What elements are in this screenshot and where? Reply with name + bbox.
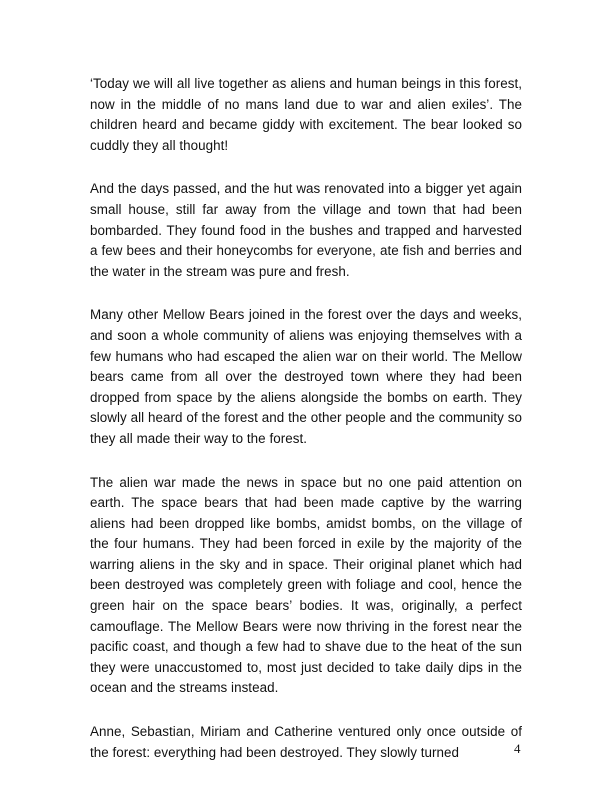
paragraph: Anne, Sebastian, Miriam and Catherine ventured only once outside of the forest: everything had been destroyed. They slowly turned xyxy=(90,724,522,760)
paragraph: And the days passed, and the hut was renovated into a bigger yet again small house, still far away from the village and town that had been bombarded. They found food in the bushes and trapped and harvested a few bees and their honeycombs for everyone, ate fish and berries and the water in the stream was pure and fresh. xyxy=(90,181,522,279)
paragraph: Many other Mellow Bears joined in the forest over the days and weeks, and soon a whole community of aliens was enjoying themselves with a few humans who had escaped the alien war on their world. The Mellow bears came from all over the destroyed town where they had been dropped from space by the aliens alongside the bombs on earth. They slowly all heard of the forest and the other people and the community so they all made their way to the forest. xyxy=(90,307,522,446)
paragraph: ‘Today we will all live together as aliens and human beings in this forest, now in the middle of no mans land due to war and alien exiles’. The children heard and became giddy with excitement. The bear looked so cuddly they all thought! xyxy=(90,76,522,153)
paragraph: The alien war made the news in space but no one paid attention on earth. The space bears that had been made captive by the warring aliens had been dropped like bombs, amidst bombs, on the village of the four humans. They had been forced in exile by the majority of the warring aliens in the sky and in space. Their original planet which had been destroyed was completely green with foliage and cool, hence the green hair on the space bears’ bodies. It was, originally, a perfect camouflage. The Mellow Bears were now thriving in the forest near the pacific coast, and though a few had to shave due to the heat of the sun they were unaccustomed to, most just decided to take daily dips in the ocean and the streams instead. xyxy=(90,474,522,696)
page-body xyxy=(90,74,522,786)
page-number: 4 xyxy=(514,741,521,756)
